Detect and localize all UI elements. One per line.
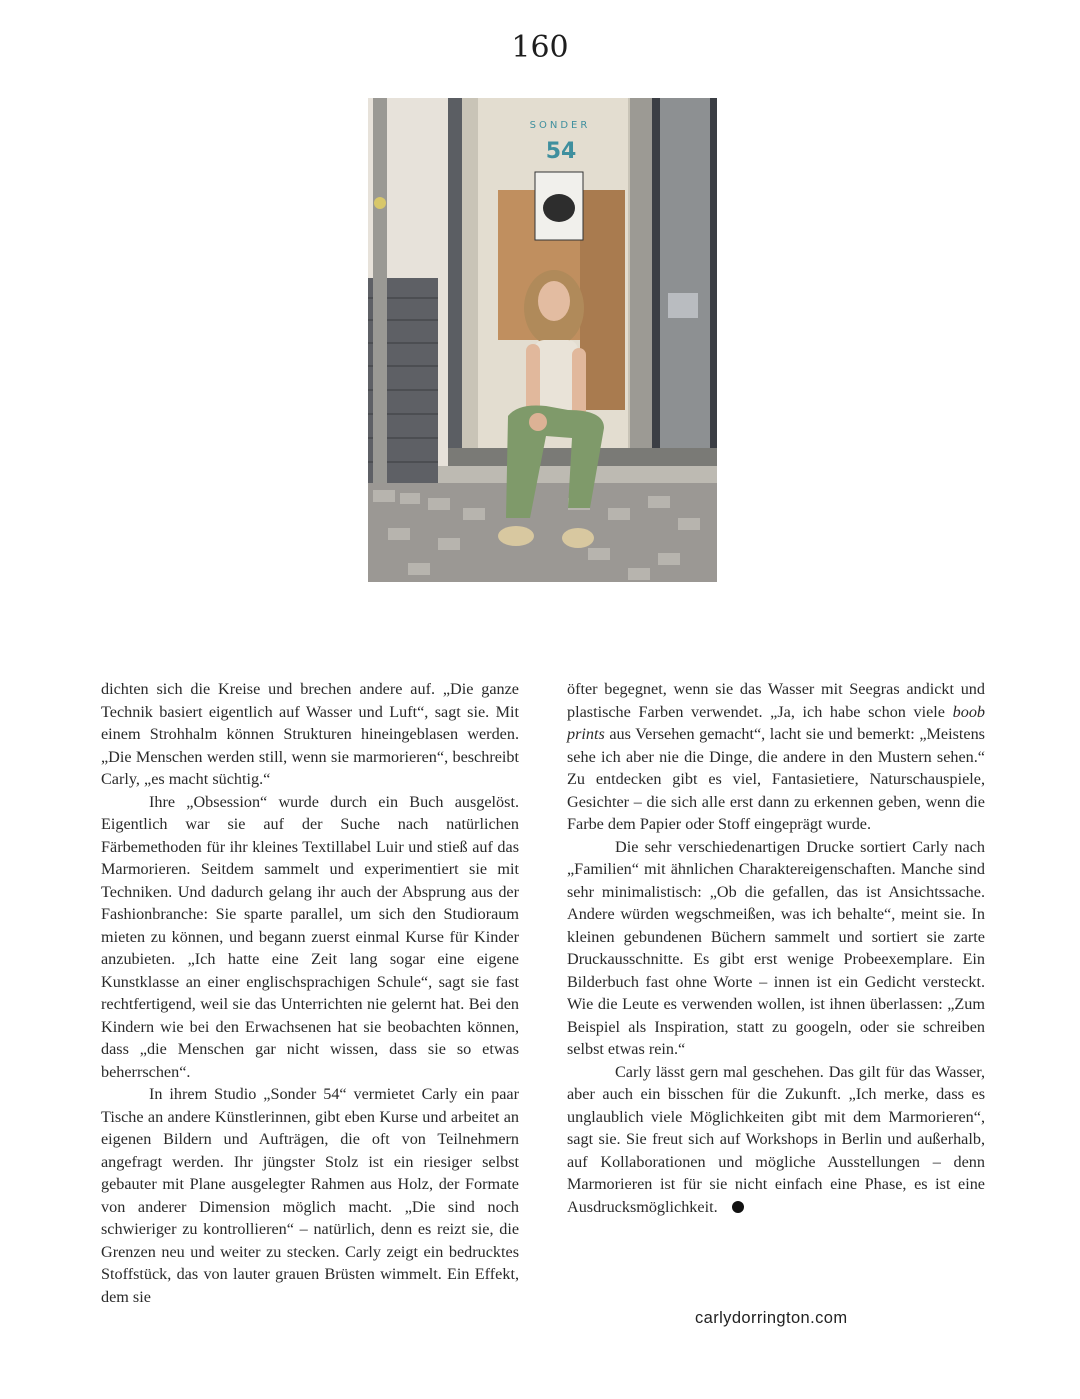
italic-phrase: boob prints — [567, 702, 985, 743]
sonder-sign-number: 54 — [545, 139, 577, 164]
article-paragraph — [567, 678, 985, 836]
text-run: öfter begegnet, wenn sie das Wasser mit Seegras andickt und plastische Farben verwendet. „Ja, ich habe schon viele — [567, 680, 985, 721]
article-paragraph: dichten sich die Kreise und brechen andere auf. „Die ganze Technik basiert eigentlich auf Wasser und Luft“, sagt sie. Mit einem Strohhalm können Strukturen hineingeblasen werden. „Die Menschen werden still, wenn sie marmorieren“, beschreibt Carly, „es macht süchtig.“ — [101, 680, 519, 788]
article-column-left — [101, 678, 519, 1308]
text-run: aus Versehen gemacht“, lacht sie und bemerkt: „Meistens sehe ich aber nie die Dinge, die andere in den Mustern sehen.“ Zu entdecken gibt es viel, Fantasietiere, Naturschauspiele, Gesichter – die sich alle erst dann zu erkennen geben, wenn die Farbe dem Papier oder Stoff eingeprägt wurde. — [567, 725, 985, 833]
page-number: 160 — [511, 30, 569, 65]
end-of-article-bullet-icon — [732, 1201, 744, 1213]
portrait-photo — [368, 98, 717, 582]
article-paragraph-final — [567, 1061, 985, 1219]
article-paragraph: Die sehr verschiedenartigen Drucke sortiert Carly nach „Familien“ mit ähnlichen Charaktereigenschaften. Manche sind sehr minimalistisch: „Ob die gefallen, das ist Ansichtssache. Andere würden wegschmeißen, was ich behalte“, meint sie. In kleinen gebundenen Büchern sammelt und sortiert sie zarte Druckausschnitte. Es gibt erst wenige Probeexemplare. Ein Bilderbuch fast ohne Worte – innen ist ein Gedicht versteckt. Wie die Leute es verwenden wollen, ist ihnen überlassen: „Zum Beispiel als Inspiration, statt zu googeln, oder sie schreiben selbst etwas rein.“ — [567, 837, 985, 1058]
text-run: Carly lässt gern mal geschehen. Das gilt für das Wasser, aber auch ein bisschen für die Zukunft. „Ich merke, dass es unglaublich viele Möglichkeiten gibt mit dem Marmorieren“, sagt sie. Sie freut sich auf Workshops in Berlin und außerhalb, auf Kollaborationen und mögliche Ausstellungen – denn Marmorieren ist für sie nicht einfach eine Phase, es ist eine Ausdrucksmöglichkeit. — [567, 1062, 985, 1216]
footer-website: carlydorrington.com — [695, 1309, 848, 1327]
sonder-sign-word: SONDER — [529, 120, 591, 131]
article-paragraph: Ihre „Obsession“ wurde durch ein Buch ausgelöst. Eigentlich war sie auf der Suche nach natürlichen Färbemethoden für ihr kleines Textillabel Luir und stieß auf das Marmorieren. Seitdem sammelt und experimentiert sie mit Techniken. Und dadurch gelang ihr auch der Absprung aus der Fashionbranche: Sie sparte parallel, um sich den Studioraum mieten zu können, und begann zuerst einmal Kurse für Kinder anzubieten. „Ich hatte eine Zeit lang sogar eine eigene Kunstklasse an einer englischsprachigen Schule“, sagt sie fast rechtfertigend, weil sie das Unterrichten nie gelernt hat. Bei den Kindern wie bei den Erwachsenen hat sie beobachten können, dass „die Menschen gar nicht wissen, dass sie so etwas beherrschen“. — [101, 792, 519, 1081]
article-column-right — [567, 678, 985, 1218]
article-paragraph: In ihrem Studio „Sonder 54“ vermietet Carly ein paar Tische an andere Künstlerinnen, gibt eben Kurse und arbeitet an eigenen Bildern und Aufträgen, die oft von Teilnehmern angefragt werden. Ihr jüngster Stolz ist ein riesiger selbst gebauter mit Plane ausgelegter Rahmen aus Holz, der Formate von anderer Dimension möglich macht. „Die sind noch schwieriger zu kontrollieren“ – natürlich, denn es reizt sie, die Grenzen neu und weiter zu stecken. Carly zeigt ein bedrucktes Stoffstück, das von lauter grauen Brüsten wimmelt. Ein Effekt, dem sie — [101, 1085, 519, 1306]
